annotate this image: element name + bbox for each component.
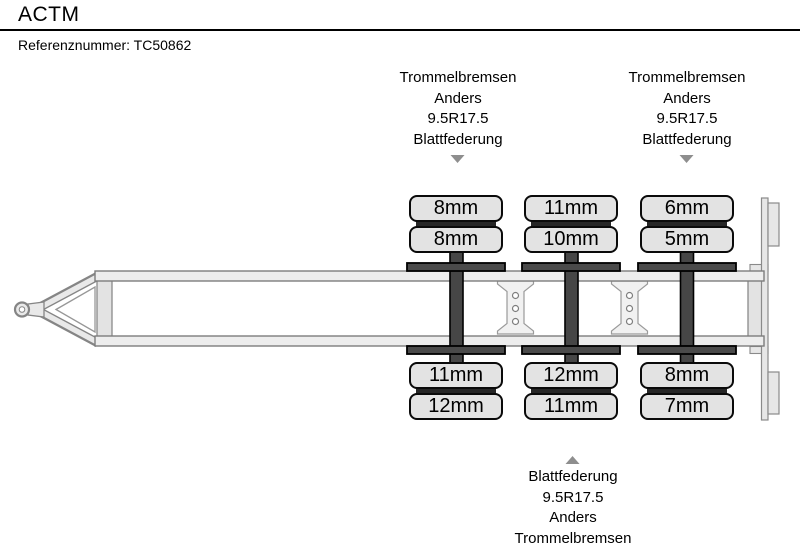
axle-3-beam-bottom bbox=[638, 346, 736, 354]
annotation-line: Blattfederung bbox=[528, 468, 618, 485]
wheels-axle-3-bottom bbox=[640, 362, 734, 420]
reference-number: Referenznummer: TC50862 bbox=[18, 37, 192, 53]
annotation-line: Trommelbremsen bbox=[399, 69, 517, 86]
wheels-axle-2-bottom bbox=[524, 362, 618, 420]
arrow-down-icon bbox=[451, 155, 465, 163]
tread-depth-badge: 6mm bbox=[640, 195, 734, 222]
annotation-axle-1 bbox=[400, 68, 517, 163]
axle-3-beam-top bbox=[638, 263, 736, 271]
frame-rail-bottom bbox=[95, 336, 764, 346]
axle-2-beam-top bbox=[522, 263, 620, 271]
tread-depth-badge: 5mm bbox=[640, 226, 734, 253]
tread-depth-badge: 12mm bbox=[524, 362, 618, 389]
tread-depth-badge: 11mm bbox=[524, 393, 618, 420]
rear-marker-top bbox=[768, 203, 779, 246]
annotation-axle-2 bbox=[515, 456, 632, 549]
annotation-line: 9.5R17.5 bbox=[542, 488, 604, 506]
annotation-line: 9.5R17.5 bbox=[427, 110, 489, 127]
axle-2-beam-bottom bbox=[522, 346, 620, 354]
annotation-line: Trommelbremsen bbox=[514, 529, 632, 547]
tread-depth-badge: 8mm bbox=[409, 226, 503, 253]
page-title: ACTM bbox=[18, 3, 80, 26]
annotation-line: Anders bbox=[434, 89, 482, 107]
wheels-axle-2-top bbox=[524, 195, 618, 253]
annotation-line: Trommelbremsen bbox=[628, 69, 746, 86]
axle-1-beam-top bbox=[407, 263, 505, 271]
annotation-line: Blattfederung bbox=[413, 130, 503, 148]
tread-depth-badge: 12mm bbox=[409, 393, 503, 420]
rear-crossmember bbox=[748, 272, 762, 345]
tread-depth-badge: 8mm bbox=[409, 195, 503, 222]
annotation-line: Anders bbox=[549, 509, 597, 526]
wheels-axle-3-top bbox=[640, 195, 734, 253]
arrow-down-icon bbox=[680, 155, 694, 163]
axle-1-beam-bottom bbox=[407, 346, 505, 354]
annotation-axle-3 bbox=[629, 68, 746, 163]
tread-depth-badge: 7mm bbox=[640, 393, 734, 420]
wheels-axle-1-top bbox=[409, 195, 503, 253]
tread-depth-badge: 8mm bbox=[640, 362, 734, 389]
towing-eye-hole bbox=[19, 307, 25, 313]
tread-depth-badge: 11mm bbox=[524, 195, 618, 222]
rear-post bbox=[762, 198, 769, 420]
arrow-up-icon bbox=[566, 456, 580, 464]
tread-depth-badge: 11mm bbox=[409, 362, 503, 389]
annotation-line: Blattfederung bbox=[642, 130, 732, 148]
annotation-line: Anders bbox=[663, 89, 711, 107]
tread-depth-badge: 10mm bbox=[524, 226, 618, 253]
rear-marker-bottom bbox=[768, 372, 779, 414]
wheels-axle-1-bottom bbox=[409, 362, 503, 420]
annotation-line: 9.5R17.5 bbox=[656, 110, 718, 127]
gusset-plate-1-holes bbox=[513, 293, 519, 325]
front-crossmember bbox=[97, 272, 112, 345]
drawbar-hitch bbox=[28, 302, 44, 317]
frame-rail-top bbox=[95, 271, 764, 281]
gusset-plate-2-holes bbox=[627, 293, 633, 325]
